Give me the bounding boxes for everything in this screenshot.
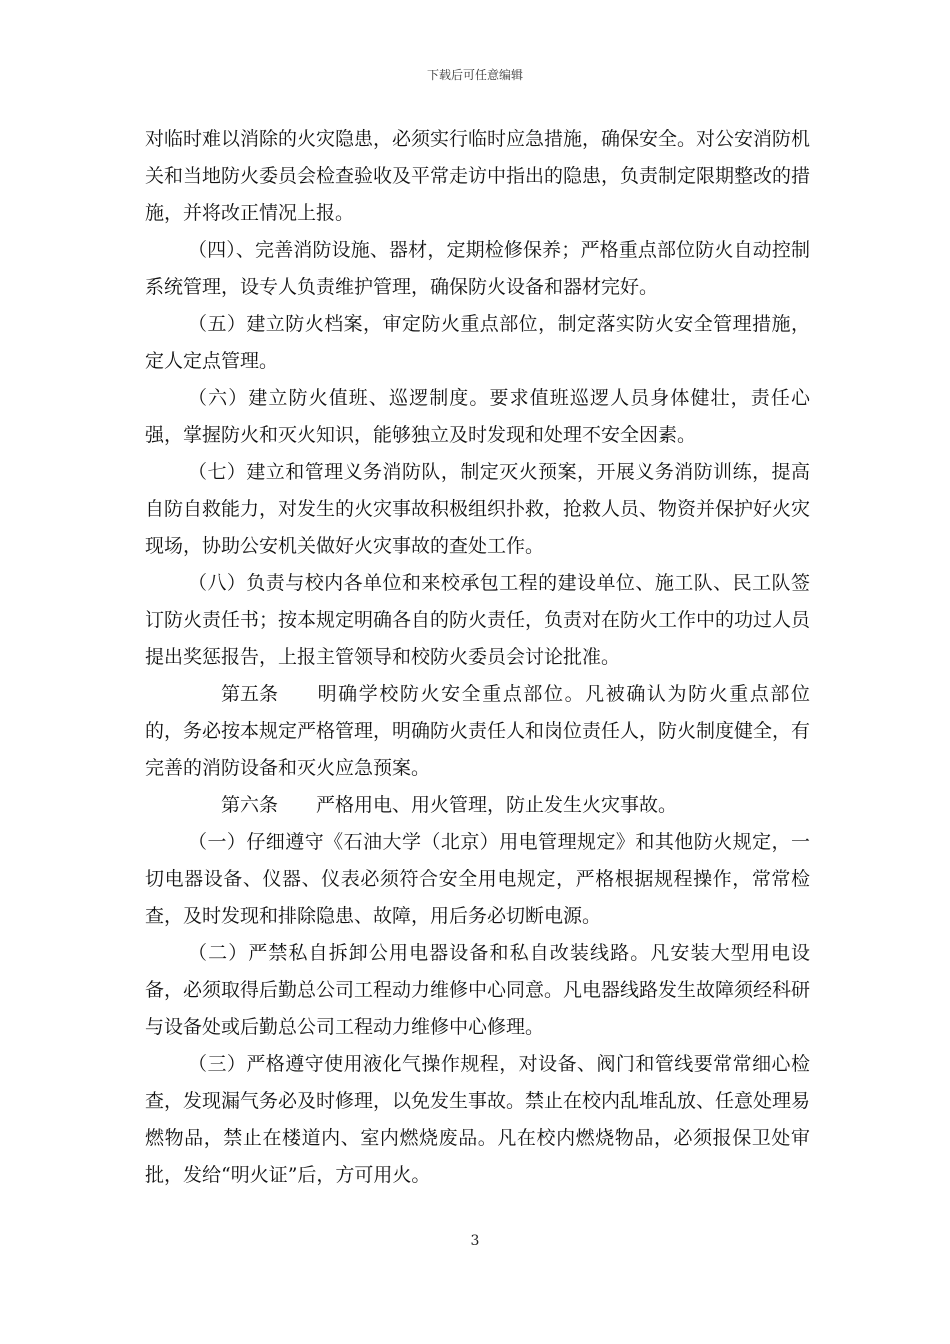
paragraph-text: 明确学校防火安全重点部位。凡被确认为防火重点部位的，务必按本规定严格管理，明确防火责任人和岗位责任人，防火制度健全，有完善的消防设备和灭火应急预案。 (145, 683, 811, 779)
body-paragraph (145, 1046, 810, 1194)
body-paragraph (145, 121, 810, 232)
paragraph-text: （六）建立防火值班、巡逻制度。要求值班巡逻人员身体健壮，责任心强，掌握防火和灭火知识，能够独立及时发现和处理不安全因素。 (145, 387, 810, 446)
paragraph-text: （四）、完善消防设施、器材，定期检修保养；严格重点部位防火自动控制系统管理，设专人负责维护管理，确保防火设备和器材完好。 (145, 239, 810, 298)
article-number: 第六条 (221, 794, 279, 816)
body-paragraph (145, 565, 810, 676)
body-paragraph (145, 824, 810, 935)
paragraph-text: （一）仔细遵守《石油大学（北京）用电管理规定》和其他防火规定，一切电器设备、仪器、仪表必须符合安全用电规定，严格根据规程操作，常常检查，及时发现和排除隐患、故障，用后务必切断电源。 (145, 831, 810, 927)
body-paragraph (145, 306, 810, 380)
body-paragraph (145, 935, 810, 1046)
article-paragraph (145, 676, 810, 787)
article-number: 第五条 (221, 683, 279, 705)
page-number: 3 (470, 1233, 480, 1249)
paragraph-text: 严格用电、用火管理，防止发生火灾事故。 (316, 794, 678, 816)
body-paragraph (145, 380, 810, 454)
paragraph-text: （五）建立防火档案，审定防火重点部位，制定落实防火安全管理措施，定人定点管理。 (145, 313, 810, 372)
body-paragraph (145, 232, 810, 306)
paragraph-text: （三）严格遵守使用液化气操作规程，对设备、阀门和管线要常常细心检查，发现漏气务必及时修理，以免发生事故。禁止在校内乱堆乱放、任意处理易燃物品，禁止在楼道内、室内燃烧废品。凡在校内燃烧物品，必须报保卫处审批，发给“明火证”后，方可用火。 (145, 1053, 811, 1186)
document-body (145, 121, 810, 1194)
page-header: 下载后可任意编辑 (426, 68, 523, 82)
paragraph-text: （二）严禁私自拆卸公用电器设备和私自改装线路。凡安装大型用电设备，必须取得后勤总公司工程动力维修中心同意。凡电器线路发生故障须经科研与设备处或后勤总公司工程动力维修中心修理。 (145, 942, 811, 1038)
paragraph-text: 对临时难以消除的火灾隐患，必须实行临时应急措施，确保安全。对公安消防机关和当地防火委员会检查验收及平常走访中指出的隐患，负责制定限期整改的措施，并将改正情况上报。 (145, 128, 811, 224)
paragraph-text: （七）建立和管理义务消防队，制定灭火预案，开展义务消防训练，提高自防自救能力，对发生的火灾事故积极组织扑救，抢救人员、物资并保护好火灾现场，协助公安机关做好火灾事故的查处工作。 (145, 461, 811, 557)
paragraph-text: （八）负责与校内各单位和来校承包工程的建设单位、施工队、民工队签订防火责任书；按本规定明确各自的防火责任，负责对在防火工作中的功过人员提出奖惩报告，上报主管领导和校防火委员会讨论批准。 (145, 572, 811, 668)
article-paragraph (145, 787, 810, 824)
body-paragraph (145, 454, 810, 565)
